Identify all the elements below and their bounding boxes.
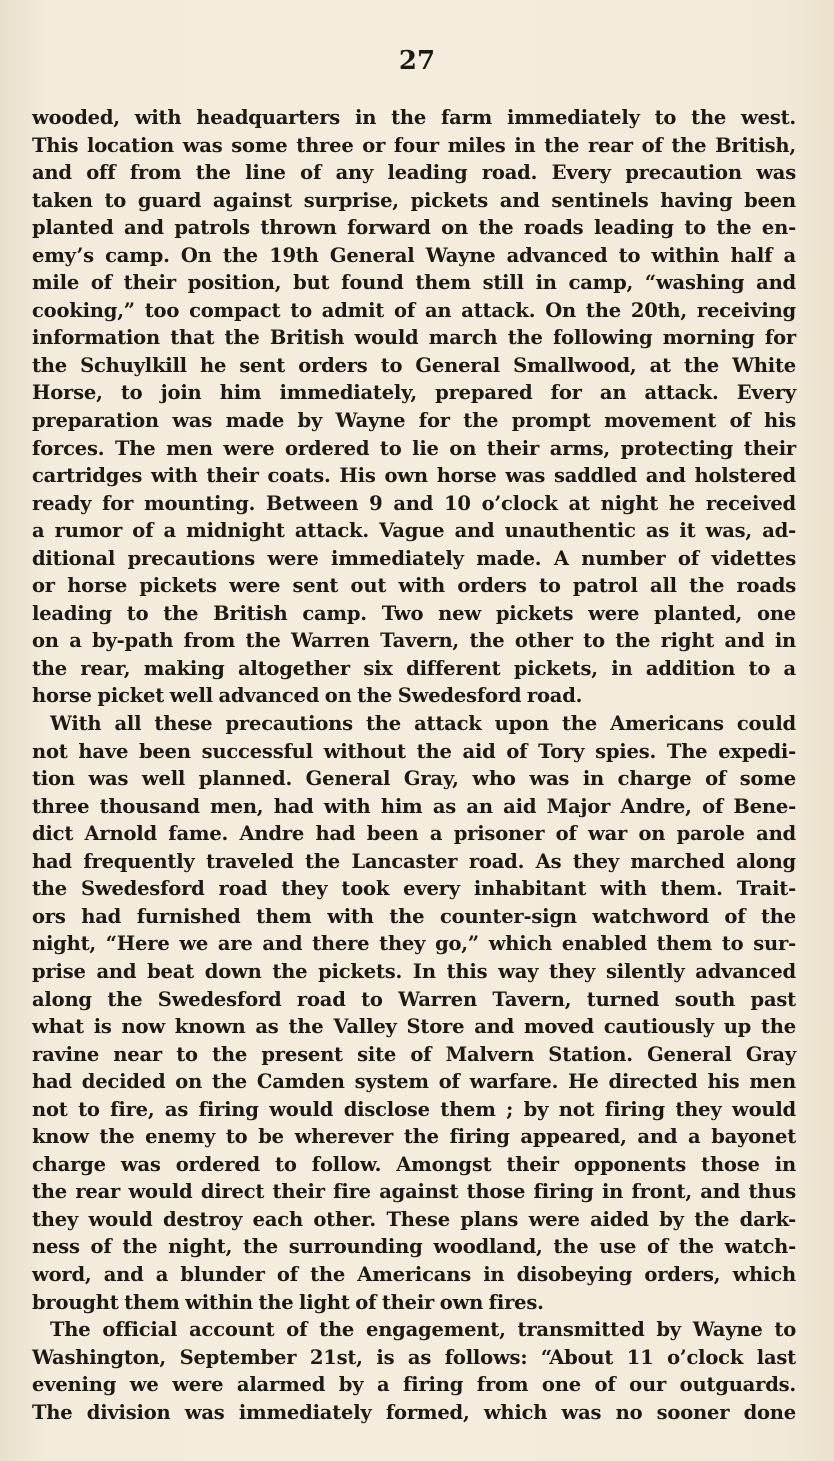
text-line: leading to the British camp. Two new pickets were planted, one — [32, 601, 796, 625]
text-line: ditional precautions were immediately made. A number of videttes — [32, 546, 796, 570]
text-line: or horse pickets were sent out with orders to patrol all the roads — [32, 574, 796, 598]
text-line: night, “Here we are and there they go,” which enabled them to sur- — [32, 932, 796, 956]
text-line: the Swedesford road they took every inhabitant with them. Trait- — [32, 877, 796, 901]
text-line: taken to guard against surprise, pickets and sentinels having been — [32, 188, 796, 212]
text-line: Washington, September 21st, is as follows: “About 11 o’clock last — [32, 1345, 796, 1369]
text-line: tion was well planned. General Gray, who was in charge of some — [32, 767, 796, 791]
text-line: a rumor of a midnight attack. Vague and unauthentic as it was, ad- — [32, 519, 796, 543]
text-line: wooded, with headquarters in the farm immediately to the west. — [32, 106, 796, 129]
text-line: This location was some three or four miles in the rear of the British, — [32, 133, 796, 157]
text-line: The division was immediately formed, which was no sooner done — [32, 1400, 796, 1424]
text-line: information that the British would march the following morning for — [32, 326, 796, 350]
text-line: cartridges with their coats. His own horse was saddled and holstered — [32, 464, 796, 488]
text-line: prise and beat down the pickets. In this way they silently advanced — [32, 959, 796, 983]
text-line: what is now known as the Valley Store and moved cautiously up the — [32, 1015, 796, 1039]
text-line: on a by-path from the Warren Tavern, the other to the right and in — [32, 629, 796, 653]
text-line: ravine near to the present site of Malvern Station. General Gray — [32, 1042, 796, 1066]
text-line: Horse, to join him immediately, prepared for an attack. Every — [32, 381, 796, 405]
text-line: ness of the night, the surrounding woodland, the use of the watch- — [32, 1235, 796, 1259]
text-line: not have been successful without the aid of Tory spies. The expedi- — [32, 739, 796, 763]
text-line: forces. The men were ordered to lie on their arms, protecting their — [32, 436, 796, 460]
text-line: With all these precautions the attack upon the Americans could — [50, 712, 796, 736]
text-line: brought them within the light of their own fires. — [32, 1290, 544, 1314]
text-line: and off from the line of any leading road. Every precaution was — [32, 161, 796, 185]
text-line: ready for mounting. Between 9 and 10 o’clock at night he received — [32, 491, 796, 515]
text-line: know the enemy to be wherever the firing appeared, and a bayonet — [32, 1125, 796, 1149]
text-line: along the Swedesford road to Warren Tavern, turned south past — [32, 987, 796, 1011]
text-line: horse picket well advanced on the Swedesford road. — [32, 684, 583, 708]
text-line: they would destroy each other. These plans were aided by the dark- — [32, 1207, 796, 1231]
text-line: not to fire, as firing would disclose them ; by not firing they would — [32, 1097, 796, 1121]
text-line: had frequently traveled the Lancaster road. As they marched along — [32, 849, 796, 873]
text-line: emy’s camp. On the 19th General Wayne advanced to within half a — [32, 243, 796, 267]
text-line: the Schuylkill he sent orders to General Smallwood, at the White — [32, 353, 796, 377]
text-line: planted and patrols thrown forward on the roads leading to the en- — [32, 216, 796, 240]
text-line: the rear would direct their fire against those firing in front, and thus — [32, 1180, 796, 1204]
text-line: three thousand men, had with him as an aid Major Andre, of Bene- — [32, 794, 796, 818]
text-line: preparation was made by Wayne for the prompt movement of his — [32, 409, 796, 433]
text-line: word, and a blunder of the Americans in disobeying orders, which — [32, 1262, 796, 1286]
text-line: The official account of the engagement, transmitted by Wayne to — [50, 1318, 796, 1342]
text-line: charge was ordered to follow. Amongst their opponents those in — [32, 1152, 796, 1176]
page-number: 27 — [398, 46, 436, 76]
text-line: dict Arnold fame. Andre had been a prisoner of war on parole and — [32, 822, 796, 846]
body-text — [32, 104, 796, 1426]
text-line: the rear, making altogether six different pickets, in addition to a — [32, 656, 796, 680]
text-line: had decided on the Camden system of warfare. He directed his men — [32, 1070, 796, 1094]
text-line: evening we were alarmed by a firing from one of our outguards. — [32, 1373, 796, 1397]
text-line: mile of their position, but found them still in camp, “washing and — [32, 271, 796, 295]
text-line: ors had furnished them with the counter-sign watchword of the — [32, 904, 796, 928]
text-line: cooking,” too compact to admit of an attack. On the 20th, receiving — [32, 298, 796, 322]
